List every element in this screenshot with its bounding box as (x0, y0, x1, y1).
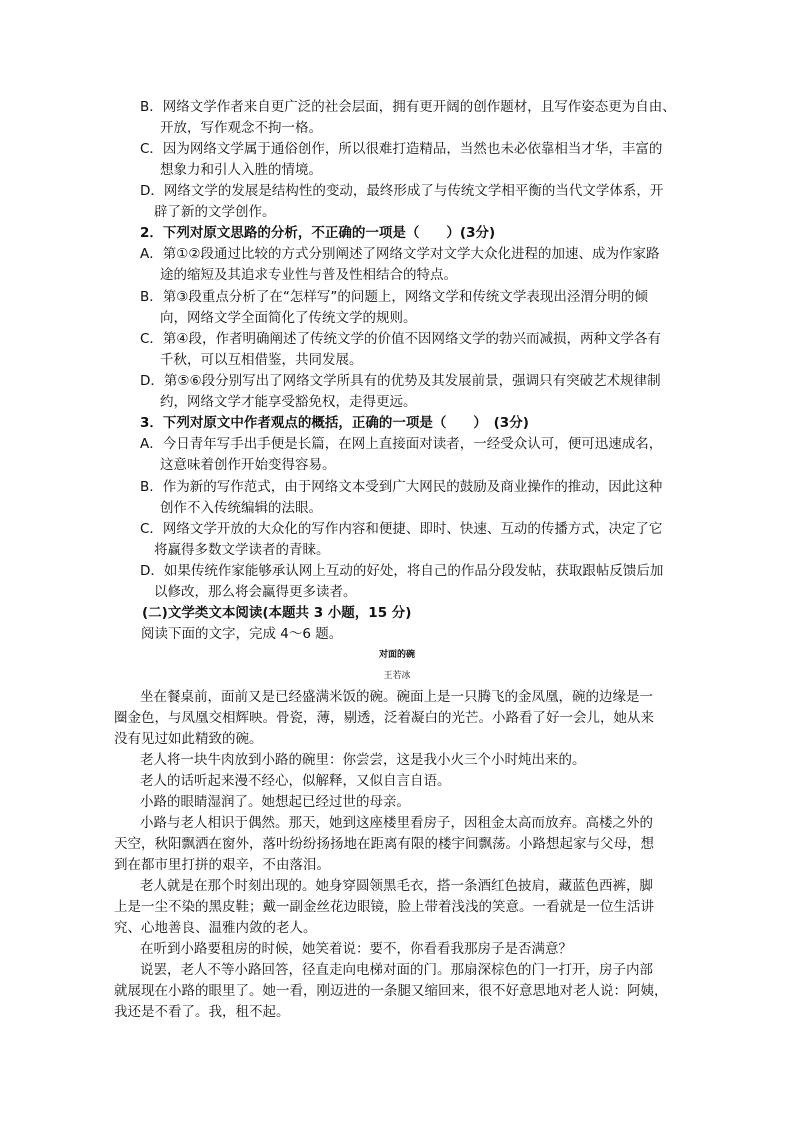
q2-option-a-line2: 途的缩短及其追求专业性与普及性相结合的特点。 (160, 267, 457, 283)
story-paragraph-5-line1: 小路与老人相识于偶然。那天，她到这座楼里看房子，因租金太高而放弃。高楼之外的 (140, 815, 653, 831)
story-paragraph-8-line2: 就展现在小路的眼里了。她一看，刚迈进的一条腿又缩回来，很不好意思地对老人说：阿姨， (114, 983, 668, 999)
q1-option-b-line2: 开放，写作观念不拘一格。 (160, 120, 322, 136)
story-author: 王若冰 (383, 671, 411, 681)
q3-option-d-line1: D．如果传统作家能够承认网上互动的好处，将自己的作品分段发帖，获取跟帖反馈后加 (140, 563, 664, 579)
section-heading: (二)文学类文本阅读(本题共 3 小题，15 分) (142, 605, 412, 621)
q2-option-d-line2: 约，网络文学才能享受豁免权，走得更远。 (160, 394, 417, 410)
story-paragraph-2: 老人将一块牛肉放到小路的碗里：你尝尝，这是我小火三个小时炖出来的。 (140, 752, 586, 768)
q1-option-b-line1: B．网络文学作者来自更广泛的社会层面，拥有更开阔的创作题材，且写作姿态更为自由、 (140, 99, 676, 115)
q1-option-c-line1: C．因为网络文学属于通俗创作，所以很难打造精品，当然也未必依靠相当才华，丰富的 (140, 141, 663, 157)
q2-option-c-line2: 千秋，可以互相借鉴，共同发展。 (160, 352, 363, 368)
q2-stem: 2．下列对原文思路的分析，不正确的一项是（ ）(3分) (140, 225, 496, 241)
q2-option-a-line1: A．第①②段通过比较的方式分别阐述了网络文学对文学大众化进程的加速、成为作家路 (140, 246, 660, 262)
q1-option-d-line2: 辟了新的文学创作。 (154, 204, 276, 220)
q3-option-a-line2: 这意味着创作开始变得容易。 (160, 457, 336, 473)
q2-option-b-line1: B．第③段重点分析了在“怎样写”的问题上，网络文学和传统文学表现出泾渭分明的倾 (140, 289, 648, 305)
q2-option-c-line1: C．第④段，作者明确阐述了传统文学的价值不因网络文学的勃兴而减损，两种文学各有 (140, 331, 662, 347)
story-paragraph-6-line1: 老人就是在那个时刻出现的。她身穿圆领黑毛衣，搭一条酒红色披肩，藏蓝色西裤，脚 (140, 878, 653, 894)
story-paragraph-7: 在听到小路要租房的时候，她笑着说：要不，你看看我那房子是否满意？ (140, 941, 572, 957)
story-paragraph-8-line1: 说罢，老人不等小路回答，径直走向电梯对面的门。那扇深棕色的门一打开，房子内部 (140, 962, 653, 978)
q3-stem: 3．下列对原文中作者观点的概括，正确的一项是（ ） (3分) (140, 415, 529, 431)
q1-option-c-line2: 想象力和引人入胜的情境。 (160, 162, 322, 178)
q3-option-d-line2: 以修改，那么将会赢得更多读者。 (154, 584, 357, 600)
story-paragraph-5-line3: 到在都市里打拼的艰辛，不由落泪。 (114, 857, 330, 873)
story-paragraph-6-line3: 究、心地善良、温雅内敛的老人。 (114, 920, 317, 936)
story-paragraph-6-line2: 上是一尘不染的黑皮鞋；戴一副金丝花边眼镜，脸上带着浅浅的笑意。一看就是一位生活讲 (114, 899, 654, 915)
q2-option-b-line2: 向，网络文学全面简化了传统文学的规则。 (160, 310, 417, 326)
story-paragraph-4: 小路的眼睛湿润了。她想起已经过世的母亲。 (140, 794, 410, 810)
section-instruction: 阅读下面的文字，完成 4～6 题。 (141, 626, 343, 642)
q3-option-b-line1: B．作为新的写作范式，由于网络文本受到广大网民的鼓励及商业操作的推动，因此这种 (140, 479, 663, 495)
story-paragraph-1-line1: 坐在餐桌前，面前又是已经盛满米饭的碗。碗面上是一只腾飞的金凤凰，碗的边缘是一 (140, 689, 653, 705)
q3-option-c-line2: 将赢得多数文学读者的青睐。 (154, 542, 330, 558)
story-paragraph-3: 老人的话听起来漫不经心，似解释，又似自言自语。 (140, 773, 451, 789)
story-paragraph-8-line3: 我还是不看了。我，租不起。 (114, 1004, 290, 1020)
q3-option-c-line1: C．网络文学开放的大众化的写作内容和便捷、即时、快速、互动的传播方式，决定了它 (140, 521, 663, 537)
story-paragraph-1-line2: 圈金色，与凤凰交相辉映。骨瓷，薄，剔透，泛着凝白的光芒。小路看了好一会儿，她从来 (114, 710, 654, 726)
story-paragraph-1-line3: 没有见过如此精致的碗。 (114, 731, 263, 747)
story-title: 对面的碗 (378, 650, 415, 660)
q1-option-d-line1: D．网络文学的发展是结构性的变动，最终形成了与传统文学相平衡的当代文学体系，开 (140, 183, 664, 199)
q3-option-a-line1: A．今日青年写手出手便是长篇，在网上直接面对读者，一经受众认可，便可迅速成名， (140, 436, 663, 452)
q3-option-b-line2: 创作不入传统编辑的法眼。 (160, 500, 322, 516)
q2-option-d-line1: D．第⑤⑥段分别写出了网络文学所具有的优势及其发展前景，强调只有突破艺术规律制 (140, 373, 661, 389)
story-paragraph-5-line2: 天空，秋阳飘洒在窗外，落叶纷纷扬扬地在距离有限的楼宇间飘荡。小路想起家与父母，想 (114, 836, 654, 852)
